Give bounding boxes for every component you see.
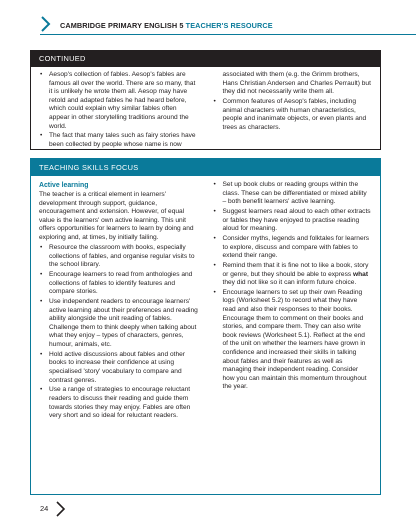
bullet-icon: • (40, 271, 43, 279)
list-item: • Remind them that it is fine not to like a book, story or genre, but they should be able to express what they did not like so it can inform future choice. (213, 261, 369, 287)
chevron-right-icon (39, 16, 51, 32)
focus-right-column (213, 181, 373, 422)
resource-title: TEACHER'S RESOURCE (185, 21, 273, 30)
bullet-icon: • (40, 71, 43, 78)
teaching-skills-focus-box (30, 158, 381, 495)
page-footer (0, 495, 416, 523)
emphasis-what: what (353, 270, 369, 278)
header-rule (40, 34, 416, 35)
list-item: • Encourage learners to set up their own Reading logs (Worksheet 5.2) to record what they have read and also their responses to their books. Encourage them to comment on their books and stories, and compare them. They can also write book reviews (Worksheet 5.1). Reflect at the end of the unit on whether the learners have grown in confidence and increased their skills in talking about fables and their features as well as managing their independent reading. Consider how you can maintain this momentum throughout the year. (213, 288, 367, 391)
bullet-icon: • (213, 261, 216, 269)
bullet-icon: • (40, 386, 43, 394)
list-item-continuation: associated with them (e.g. the Grimm brothers, Hans Christian Andersen and Charles Perrault) but they did not necessarily write them all. (222, 71, 371, 96)
continued-heading: CONTINUED (31, 51, 380, 67)
continued-right-column (213, 71, 373, 151)
list-item: • Use independent readers to encourage learners' active learning about their preferences and reading ability alongside the unit reading of fables. Challenge them to think deeply when talking about what they enjoy – types of characters, genres, humour, animals, etc. (40, 298, 198, 348)
bullet-icon: • (213, 207, 216, 215)
bullet-icon: • (213, 234, 216, 242)
continued-left-column (39, 71, 199, 151)
list-item: • Encourage learners to read from anthologies and collections of fables to identify features and compare stories. (40, 271, 193, 296)
bullet-icon: • (40, 298, 43, 305)
list-item: • Consider myths, legends and folktales for learners to explore, discuss and compare with fables to extend their range. (213, 234, 370, 260)
bullet-icon: • (213, 288, 216, 296)
list-item: • Hold active discussions about fables and other books to increase their confidence at using specialised 'story' vocabulary to compare and contrast genres. (40, 350, 185, 384)
list-item: • The fact that many tales such as fairy stories have been collected by people whose name is now (40, 132, 196, 148)
bullet-icon: • (213, 97, 216, 105)
focus-left-column (39, 181, 199, 422)
list-item: • Aesop's collection of fables. Aesop's fables are famous all over the world. There are so many, that it is unlikely he wrote them all. Aesop may have retold and adapted fables he had heard before, which could explain why similar fables often appear in other storytelling traditions around the world. (40, 71, 196, 130)
list-item: • Resource the classroom with books, especially collections of fables, and organise regular visits to the school library. (40, 244, 195, 269)
bullet-icon: • (40, 350, 43, 358)
bullet-icon: • (40, 132, 43, 140)
bullet-icon: • (213, 181, 216, 188)
page-number: 24 (40, 504, 49, 513)
list-item: • Set up book clubs or reading groups within the class. These can be differentiated or mixed ability – both benefit learners' active learning. (213, 181, 367, 206)
running-header (0, 0, 416, 44)
focus-subheading: Active learning (39, 182, 89, 189)
running-header-title (60, 21, 273, 30)
book-title: CAMBRIDGE PRIMARY ENGLISH 5 (60, 21, 184, 30)
list-item: • Suggest learners read aloud to each other extracts or fables they have enjoyed to practise reading aloud for meaning. (213, 207, 371, 233)
list-item: • Common features of Aesop's fables, including animal characters with human characteristics, people and inanimate objects, or even plants and trees as characters. (213, 97, 367, 131)
continued-box (30, 50, 381, 150)
focus-intro: The teacher is a critical element in learners' development through support, guidance, encouragement and extension. However, of equal value is the learners' own active learning. This unit offers opportunities for learners to learn by doing and exploring and, at times, by initially failing. (39, 191, 194, 241)
list-item: • Use a range of strategies to encourage reluctant readers to discuss their reading and guide them towards stories they may enjoy. Fables are often very short and so ideal for reluctant readers. (40, 386, 191, 420)
bullet-icon: • (40, 244, 43, 252)
chevron-right-icon (54, 501, 66, 517)
focus-heading: TEACHING SKILLS FOCUS (31, 159, 380, 176)
